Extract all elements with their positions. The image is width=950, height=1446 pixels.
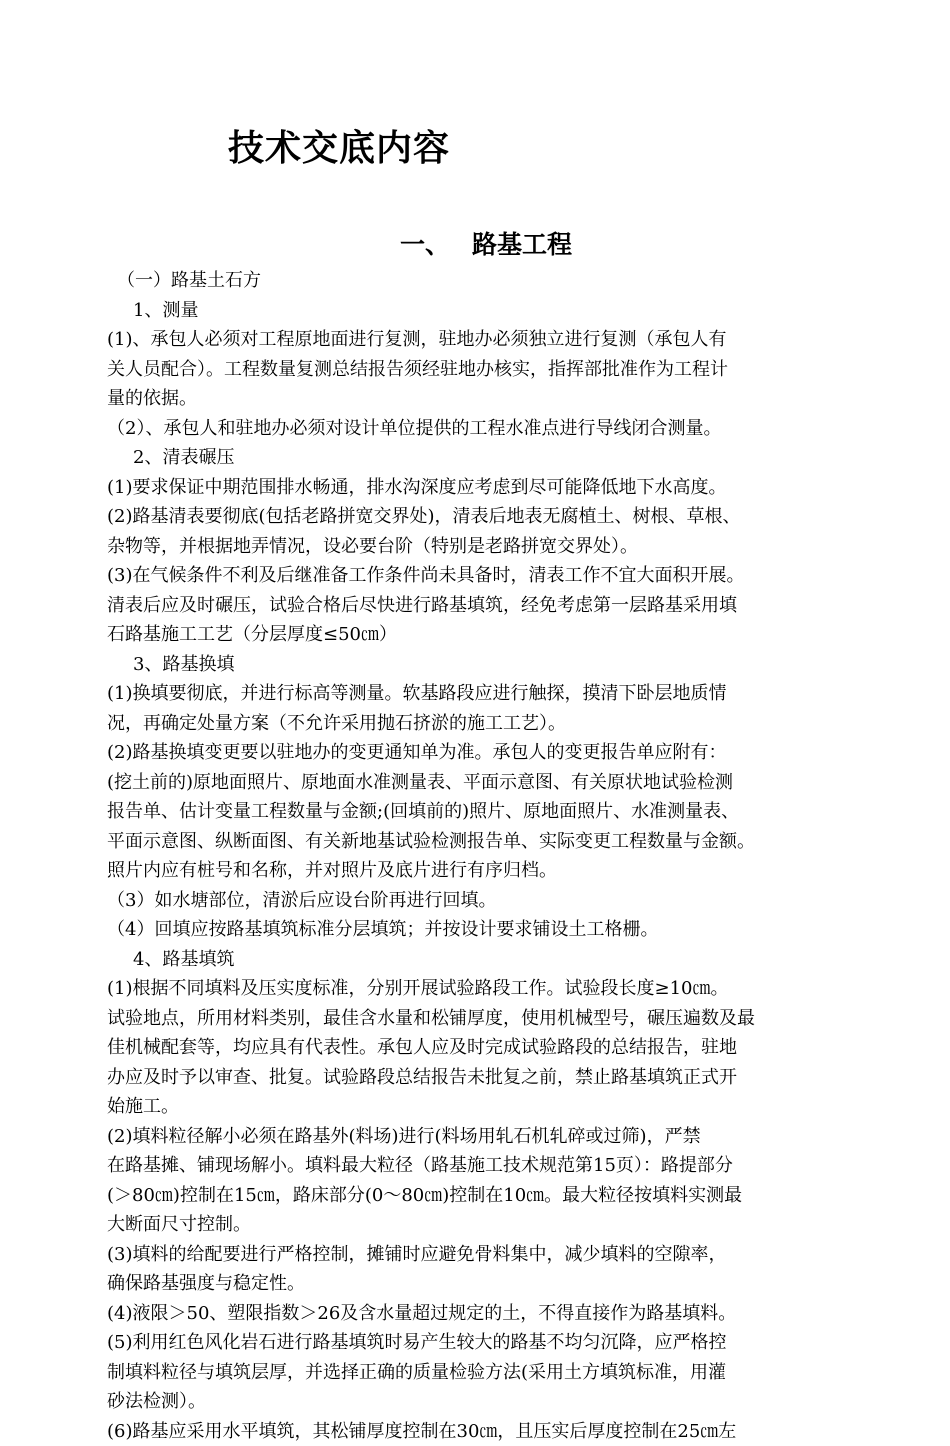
text-line: (6)路基应采用水平填筑，其松铺厚度控制在30㎝，且压实后厚度控制在25㎝左 (107, 1417, 877, 1446)
text-line: （一）路基土石方 (107, 266, 877, 296)
text-line: 况，再确定处量方案（不允许采用抛石挤淤的施工工艺）。 (107, 709, 877, 739)
text-line: （2）、承包人和驻地办必须对设计单位提供的工程水准点进行导线闭合测量。 (107, 414, 877, 444)
text-line: (挖土前的)原地面照片、原地面水准测量表、平面示意图、有关原状地试验检测 (107, 768, 877, 798)
text-line: (＞80㎝)控制在15㎝，路床部分(0～80㎝)控制在10㎝。最大粒径按填料实测最 (107, 1181, 877, 1211)
text-line: 始施工。 (107, 1092, 877, 1122)
text-line: 大断面尺寸控制。 (107, 1210, 877, 1240)
text-line: 试验地点，所用材料类别，最佳含水量和松铺厚度，使用机械型号，碾压遍数及最 (107, 1004, 877, 1034)
body-text (107, 266, 877, 1446)
text-line: 报告单、估计变量工程数量与金额;(回填前的)照片、原地面照片、水准测量表、 (107, 797, 877, 827)
text-line: 制填料粒径与填筑层厚，并选择正确的质量检验方法(采用土方填筑标准，用灌 (107, 1358, 877, 1388)
section-title: 路基工程 (472, 230, 572, 259)
text-line: 清表后应及时碾压，试验合格后尽快进行路基填筑，经免考虑第一层路基采用填 (107, 591, 877, 621)
document-title: 技术交底内容 (228, 120, 450, 171)
text-line: 砂法检测）。 (107, 1387, 877, 1417)
text-line: (2)填料粒径解小必须在路基外(料场)进行(料场用轧石机轧碎或过筛)，严禁 (107, 1122, 877, 1152)
text-line: 佳机械配套等，均应具有代表性。承包人应及时完成试验路段的总结报告，驻地 (107, 1033, 877, 1063)
text-line: 量的依据。 (107, 384, 877, 414)
text-line: 在路基摊、铺现场解小。填料最大粒径（路基施工技术规范第15页）：路提部分 (107, 1151, 877, 1181)
text-line: 杂物等，并根据地弄情况，设必要台阶（特别是老路拼宽交界处）。 (107, 532, 877, 562)
text-line: 照片内应有桩号和名称，并对照片及底片进行有序归档。 (107, 856, 877, 886)
text-line: (4)液限＞50、塑限指数＞26及含水量超过规定的土，不得直接作为路基填料。 (107, 1299, 877, 1329)
text-line: （3）如水塘部位，清淤后应设台阶再进行回填。 (107, 886, 877, 916)
text-line: 1、测量 (107, 296, 877, 326)
text-line: 3、路基换填 (107, 650, 877, 680)
text-line: (1)要求保证中期范围排水畅通，排水沟深度应考虑到尽可能降低地下水高度。 (107, 473, 877, 503)
text-line: (3)填料的给配要进行严格控制，摊铺时应避免骨料集中，减少填料的空隙率， (107, 1240, 877, 1270)
section-number: 一、 (400, 230, 450, 259)
text-line: (3)在气候条件不利及后继准备工作条件尚未具备时，清表工作不宜大面积开展。 (107, 561, 877, 591)
text-line: 2、清表碾压 (107, 443, 877, 473)
text-line: (1)换填要彻底，并进行标高等测量。软基路段应进行触探，摸清下卧层地质情 (107, 679, 877, 709)
text-line: (1)、承包人必须对工程原地面进行复测，驻地办必须独立进行复测（承包人有 (107, 325, 877, 355)
text-line: 石路基施工工艺（分层厚度≤50㎝） (107, 620, 877, 650)
text-line: 平面示意图、纵断面图、有关新地基试验检测报告单、实际变更工程数量与金额。 (107, 827, 877, 857)
text-line: (5)利用红色风化岩石进行路基填筑时易产生较大的路基不均匀沉降，应严格控 (107, 1328, 877, 1358)
text-line: 关人员配合）。工程数量复测总结报告须经驻地办核实，指挥部批准作为工程计 (107, 355, 877, 385)
text-line: (2)路基换填变更要以驻地办的变更通知单为准。承包人的变更报告单应附有： (107, 738, 877, 768)
text-line: 4、路基填筑 (107, 945, 877, 975)
text-line: (1)根据不同填料及压实度标准，分别开展试验路段工作。试验段长度≥10㎝。 (107, 974, 877, 1004)
section-heading (400, 225, 572, 261)
text-line: （4）回填应按路基填筑标准分层填筑；并按设计要求铺设土工格栅。 (107, 915, 877, 945)
text-line: (2)路基清表要彻底(包括老路拼宽交界处)，清表后地表无腐植土、树根、草根、 (107, 502, 877, 532)
text-line: 办应及时予以审查、批复。试验路段总结报告未批复之前，禁止路基填筑正式开 (107, 1063, 877, 1093)
text-line: 确保路基强度与稳定性。 (107, 1269, 877, 1299)
